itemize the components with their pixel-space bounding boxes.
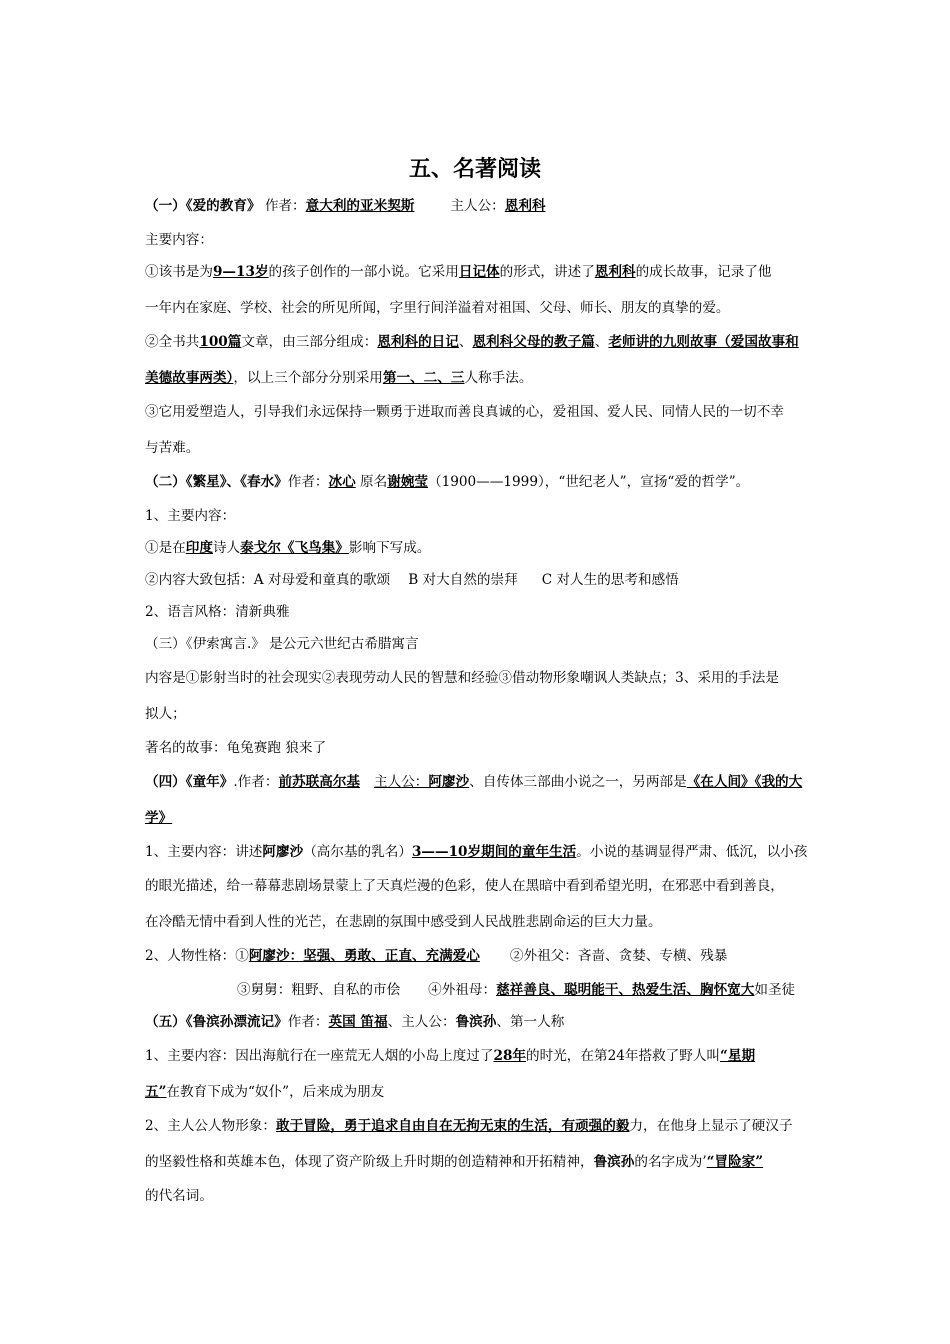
- text: 2、主人公人物形象：: [145, 1118, 276, 1134]
- text: ②全书共: [145, 334, 200, 350]
- text: ，以上三个部分分别采用: [233, 370, 383, 386]
- author-label: .作者：: [233, 774, 279, 790]
- author-name: 前苏联高尔基: [278, 774, 361, 790]
- section-4-title: （四）《童年》: [145, 774, 234, 790]
- highlight: 恩利科的日记: [377, 334, 459, 350]
- paragraph: [145, 368, 810, 388]
- text: 影响下写成。: [348, 540, 431, 556]
- paragraph: [145, 570, 810, 590]
- highlight: 恩利科: [594, 264, 636, 280]
- author-name: 英国 笛福: [328, 1014, 388, 1030]
- text: ①该书是为: [145, 264, 213, 280]
- text: 的时光，在第24年搭救了野人叫: [526, 1048, 721, 1064]
- highlight: 美德故事两类）: [145, 370, 234, 386]
- section-2-title: （二）《繁星》、《春水》: [145, 474, 288, 490]
- text: 、: [458, 334, 473, 350]
- section-1-title: （一）《爱的教育》: [145, 198, 261, 214]
- highlight: 日记体: [458, 264, 500, 280]
- author-label: 作者：: [287, 474, 329, 490]
- protagonist-label: 、主人公：: [387, 1014, 456, 1030]
- paragraph: 内容是①影射当时的社会现实②表现劳动人民的智慧和经验③借动物形象嘲讽人类缺点；3、采用的手法是: [145, 670, 779, 686]
- paragraph: ③它用爱塑造人，引导我们永远保持一颗勇于进取而善良真诚的心，爱祖国、爱人民、同情人民的一切不幸: [145, 404, 784, 420]
- text: ②内容大致包括：A 对母爱和童真的歌颂: [145, 572, 391, 588]
- highlight: 学》: [145, 810, 173, 826]
- text: 、第一人称: [496, 1014, 565, 1030]
- text: 的孩子创作的一部小说。它采用: [268, 264, 459, 280]
- text: ’: [702, 1154, 707, 1170]
- subheading: 1、主要内容：: [145, 508, 236, 524]
- highlight: 《在人间》《我的大: [686, 774, 803, 790]
- paragraph: [145, 262, 810, 282]
- highlight: 谢婉莹: [387, 474, 428, 490]
- section-5-title: （五）《鲁滨孙漂流记》: [145, 1014, 288, 1030]
- text: 人称手法。: [464, 370, 533, 386]
- protagonist-label: 主人公：: [374, 774, 429, 790]
- highlight: “星期: [720, 1048, 756, 1064]
- section-2-heading: [145, 472, 810, 492]
- text: （高尔基的乳名）: [303, 844, 412, 860]
- text: （1900——1999），“世纪老人”，宣扬“爱的哲学”。: [428, 474, 750, 490]
- highlight: 印度: [185, 540, 213, 556]
- text: ④外祖母：: [428, 982, 497, 998]
- subheading: 2、语言风格：清新典雅: [145, 604, 290, 620]
- highlight: 阿廖沙: [262, 844, 304, 860]
- paragraph: 拟人；: [145, 706, 186, 722]
- highlight: 老师讲的九则故事（爱国故事和: [608, 334, 799, 350]
- highlight: “冒险家”: [706, 1154, 764, 1170]
- paragraph: [145, 808, 810, 828]
- paragraph: [145, 946, 810, 966]
- text: ①是在: [145, 540, 186, 556]
- highlight: 第一、二、三: [382, 370, 465, 386]
- paragraph: [145, 1082, 810, 1102]
- paragraph: 著名的故事：龟兔赛跑 狼来了: [145, 740, 327, 756]
- highlight: 3——10岁期间的童年生活: [411, 844, 577, 860]
- highlight: 阿廖沙：坚强、勇敢、正直、充满爱心: [248, 948, 480, 964]
- paragraph: 一年内在家庭、学校、社会的所见所闻，字里行间洋溢着对祖国、父母、师长、朋友的真挚的爱。: [145, 300, 730, 316]
- text: 、: [594, 334, 609, 350]
- text: 诗人: [212, 540, 241, 556]
- highlight: 五”: [145, 1084, 167, 1100]
- highlight: 100篇: [199, 334, 242, 350]
- text: ②外祖父：吝啬、贪婪、专横、残暴: [509, 948, 728, 964]
- text: C 对人生的思考和感悟: [541, 572, 679, 588]
- paragraph: 的眼光描述，给一幕幕悲剧场景蒙上了天真烂漫的色彩，使人在黑暗中看到希望光明，在邪恶中看到善良，: [145, 878, 784, 894]
- text: B 对大自然的崇拜: [408, 572, 518, 588]
- text: 原名: [355, 474, 388, 490]
- highlight: 鲁滨孙: [593, 1154, 635, 1170]
- section-3-heading: （三）《伊索寓言.》 是公元六世纪古希腊寓言: [145, 636, 419, 652]
- author-name: 冰心: [328, 474, 356, 490]
- protagonist-name: 阿廖沙: [428, 774, 470, 790]
- highlight: 9—13岁: [212, 264, 269, 280]
- text: 文章，由三部分组成：: [241, 334, 378, 350]
- protagonist-label: 主人公：: [450, 198, 505, 214]
- main-content-label: 主要内容：: [145, 232, 213, 248]
- text: 。小说的基调显得严肃、低沉，以小孩: [576, 844, 808, 860]
- highlight: 敢于冒险，勇于追求自由自在无拘无束的生活，有顽强的毅: [276, 1118, 630, 1134]
- text: 、自传体三部曲小说之一，另两部是: [469, 774, 687, 790]
- protagonist-name: 恩利科: [504, 198, 546, 214]
- paragraph: [145, 1152, 810, 1172]
- paragraph: [145, 842, 810, 862]
- text: 如圣徒: [754, 982, 796, 998]
- author-label: 作者：: [260, 198, 306, 214]
- author-label: 作者：: [287, 1014, 329, 1030]
- paragraph: 在冷酷无情中看到人性的光芒，在悲剧的氛围中感受到人民战胜悲剧命运的巨大力量。: [145, 914, 662, 930]
- paragraph: [145, 538, 810, 558]
- paragraph: [145, 1116, 810, 1136]
- text: ③舅舅：粗野、自私的市侩: [237, 982, 401, 998]
- paragraph: [145, 1046, 810, 1066]
- paragraph: [145, 332, 810, 352]
- highlight: 慈祥善良、聪明能干、热爱生活、胸怀宽大: [496, 982, 755, 998]
- highlight: 恩利科父母的教子篇: [472, 334, 595, 350]
- highlight: 泰戈尔《飞鸟集》: [240, 540, 349, 556]
- text: 的成长故事，记录了他: [635, 264, 772, 280]
- author-name: 意大利的亚米契斯: [305, 198, 415, 214]
- text: 的名字成为: [634, 1154, 703, 1170]
- text: 在教育下成为“奴仆”，后来成为朋友: [166, 1084, 385, 1100]
- page-title: 五、名著阅读: [408, 157, 541, 182]
- paragraph: 与苦难。: [145, 440, 200, 456]
- highlight: 28年: [493, 1048, 527, 1064]
- text: 2、人物性格：①: [145, 948, 249, 964]
- section-1-heading: [145, 196, 810, 216]
- text: 1、主要内容：因出海航行在一座荒无人烟的小岛上度过了: [145, 1048, 494, 1064]
- text: 1、主要内容：讲述: [145, 844, 263, 860]
- section-5-heading: [145, 1012, 810, 1032]
- paragraph: 的代名词。: [145, 1188, 213, 1204]
- paragraph: [237, 980, 812, 1000]
- protagonist-name: 鲁滨孙: [455, 1014, 497, 1030]
- text: 力，在他身上显示了硬汉子: [629, 1118, 793, 1134]
- text: 的坚毅性格和英雄本色，体现了资产阶级上升时期的创造精神和开拓精神，: [145, 1154, 594, 1170]
- section-4-heading: [145, 772, 810, 792]
- text: 的形式，讲述了: [499, 264, 595, 280]
